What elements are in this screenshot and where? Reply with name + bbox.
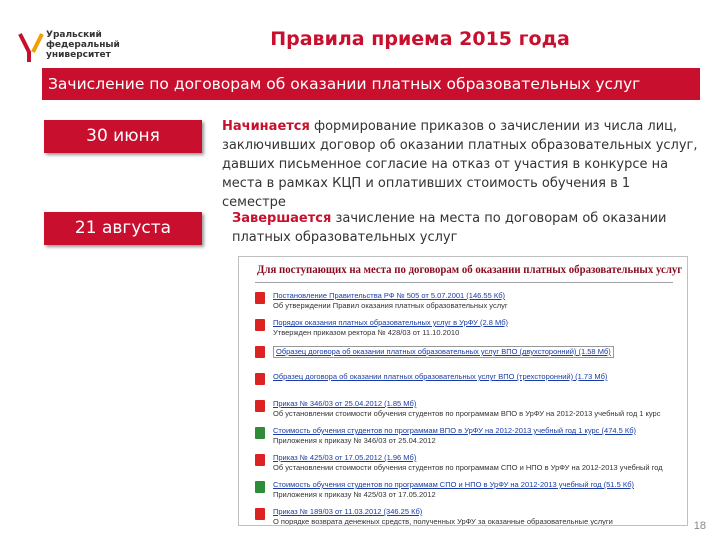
document-link[interactable]: Стоимость обучения студентов по программам СПО и НПО в УрФУ на 2012-2013 учебный год (51.5 Кб): [273, 480, 634, 489]
heading-divider: [255, 282, 673, 283]
document-item[interactable]: [255, 480, 677, 503]
logo-line-2: федеральный: [46, 40, 120, 50]
date-box-start: 30 июня: [44, 120, 202, 153]
slide-title: Правила приема 2015 года: [270, 28, 570, 50]
pdf-icon: [255, 400, 265, 412]
document-link[interactable]: Стоимость обучения студентов по программам ВПО в УрФУ на 2012-2013 учебный год 1 курс (474.5 Кб): [273, 426, 637, 435]
section-banner: Зачисление по договорам об оказании платных образовательных услуг: [42, 68, 700, 100]
pdf-icon: [255, 346, 265, 358]
pdf-icon: [255, 292, 265, 304]
document-link[interactable]: Образец договора об оказании платных образовательных услуг ВПО (двухсторонний) (1.58 Мб): [273, 346, 614, 358]
document-caption: Утвержден приказом ректора № 428/03 от 11.10.2010: [273, 328, 460, 337]
start-description: [222, 117, 698, 212]
start-highlight: Начинается: [222, 119, 310, 134]
document-caption: Об установлении стоимости обучения студентов по программам ВПО в УрФУ на 2012-2013 учебный год 1 курс: [273, 409, 661, 418]
document-link[interactable]: Образец договора об оказании платных образовательных услуг ВПО (трехсторонний) (1.73 Мб): [273, 372, 608, 381]
document-item[interactable]: [255, 399, 677, 422]
start-text: формирование приказов о зачислении из числа лиц, заключивших договор об оказании платных образовательных услуг, давших письменное согласие на отказ от участия в конкурсе на места в рамках КЦП и оплативших стоимость обучения в 1 семестре: [222, 119, 698, 210]
document-caption: О порядке возврата денежных средств, полученных УрФУ за оказанные образовательные услуги: [273, 517, 613, 526]
end-text: зачисление на места по договорам об оказании платных образовательных услуг: [232, 211, 667, 245]
end-description: [232, 209, 698, 247]
pdf-icon: [255, 373, 265, 385]
pdf-icon: [255, 508, 265, 520]
document-item[interactable]: [255, 291, 677, 314]
xls-icon: [255, 481, 265, 493]
document-caption: Приложения к приказу № 425/03 от 17.05.2012: [273, 490, 436, 499]
documents-heading: Для поступающих на места по договорам об оказании платных образовательных услуг: [257, 262, 683, 276]
document-link[interactable]: Приказ № 425/03 от 17.05.2012 (1.96 Мб): [273, 453, 417, 462]
document-item[interactable]: [255, 345, 677, 368]
document-item[interactable]: [255, 453, 677, 476]
documents-list: [255, 291, 677, 526]
end-highlight: Завершается: [232, 211, 332, 226]
document-item[interactable]: [255, 372, 677, 395]
document-item[interactable]: [255, 426, 677, 449]
document-caption: Приложения к приказу № 346/03 от 25.04.2012: [273, 436, 436, 445]
pdf-icon: [255, 319, 265, 331]
document-link[interactable]: Приказ № 189/03 от 11.03.2012 (346.25 Кб): [273, 507, 423, 516]
documents-screenshot: [238, 256, 688, 526]
document-caption: Об установлении стоимости обучения студентов по программам СПО и НПО в УрФУ на 2012-2013 учебный год: [273, 463, 663, 472]
logo-line-3: университет: [46, 50, 111, 60]
document-link[interactable]: Постановление Правительства РФ № 505 от 5.07.2001 (146.55 Кб): [273, 291, 505, 300]
date-box-end: 21 августа: [44, 212, 202, 245]
pdf-icon: [255, 454, 265, 466]
logo-line-1: Уральский: [46, 30, 102, 40]
document-caption: Об утверждении Правил оказания платных образовательных услуг: [273, 301, 508, 310]
document-link[interactable]: Порядок оказания платных образовательных услуг в УрФУ (2.8 Мб): [273, 318, 509, 327]
page-number: 18: [693, 520, 706, 532]
document-item[interactable]: [255, 318, 677, 341]
document-link[interactable]: Приказ № 346/03 от 25.04.2012 (1.85 Мб): [273, 399, 417, 408]
document-item[interactable]: [255, 507, 677, 526]
xls-icon: [255, 427, 265, 439]
